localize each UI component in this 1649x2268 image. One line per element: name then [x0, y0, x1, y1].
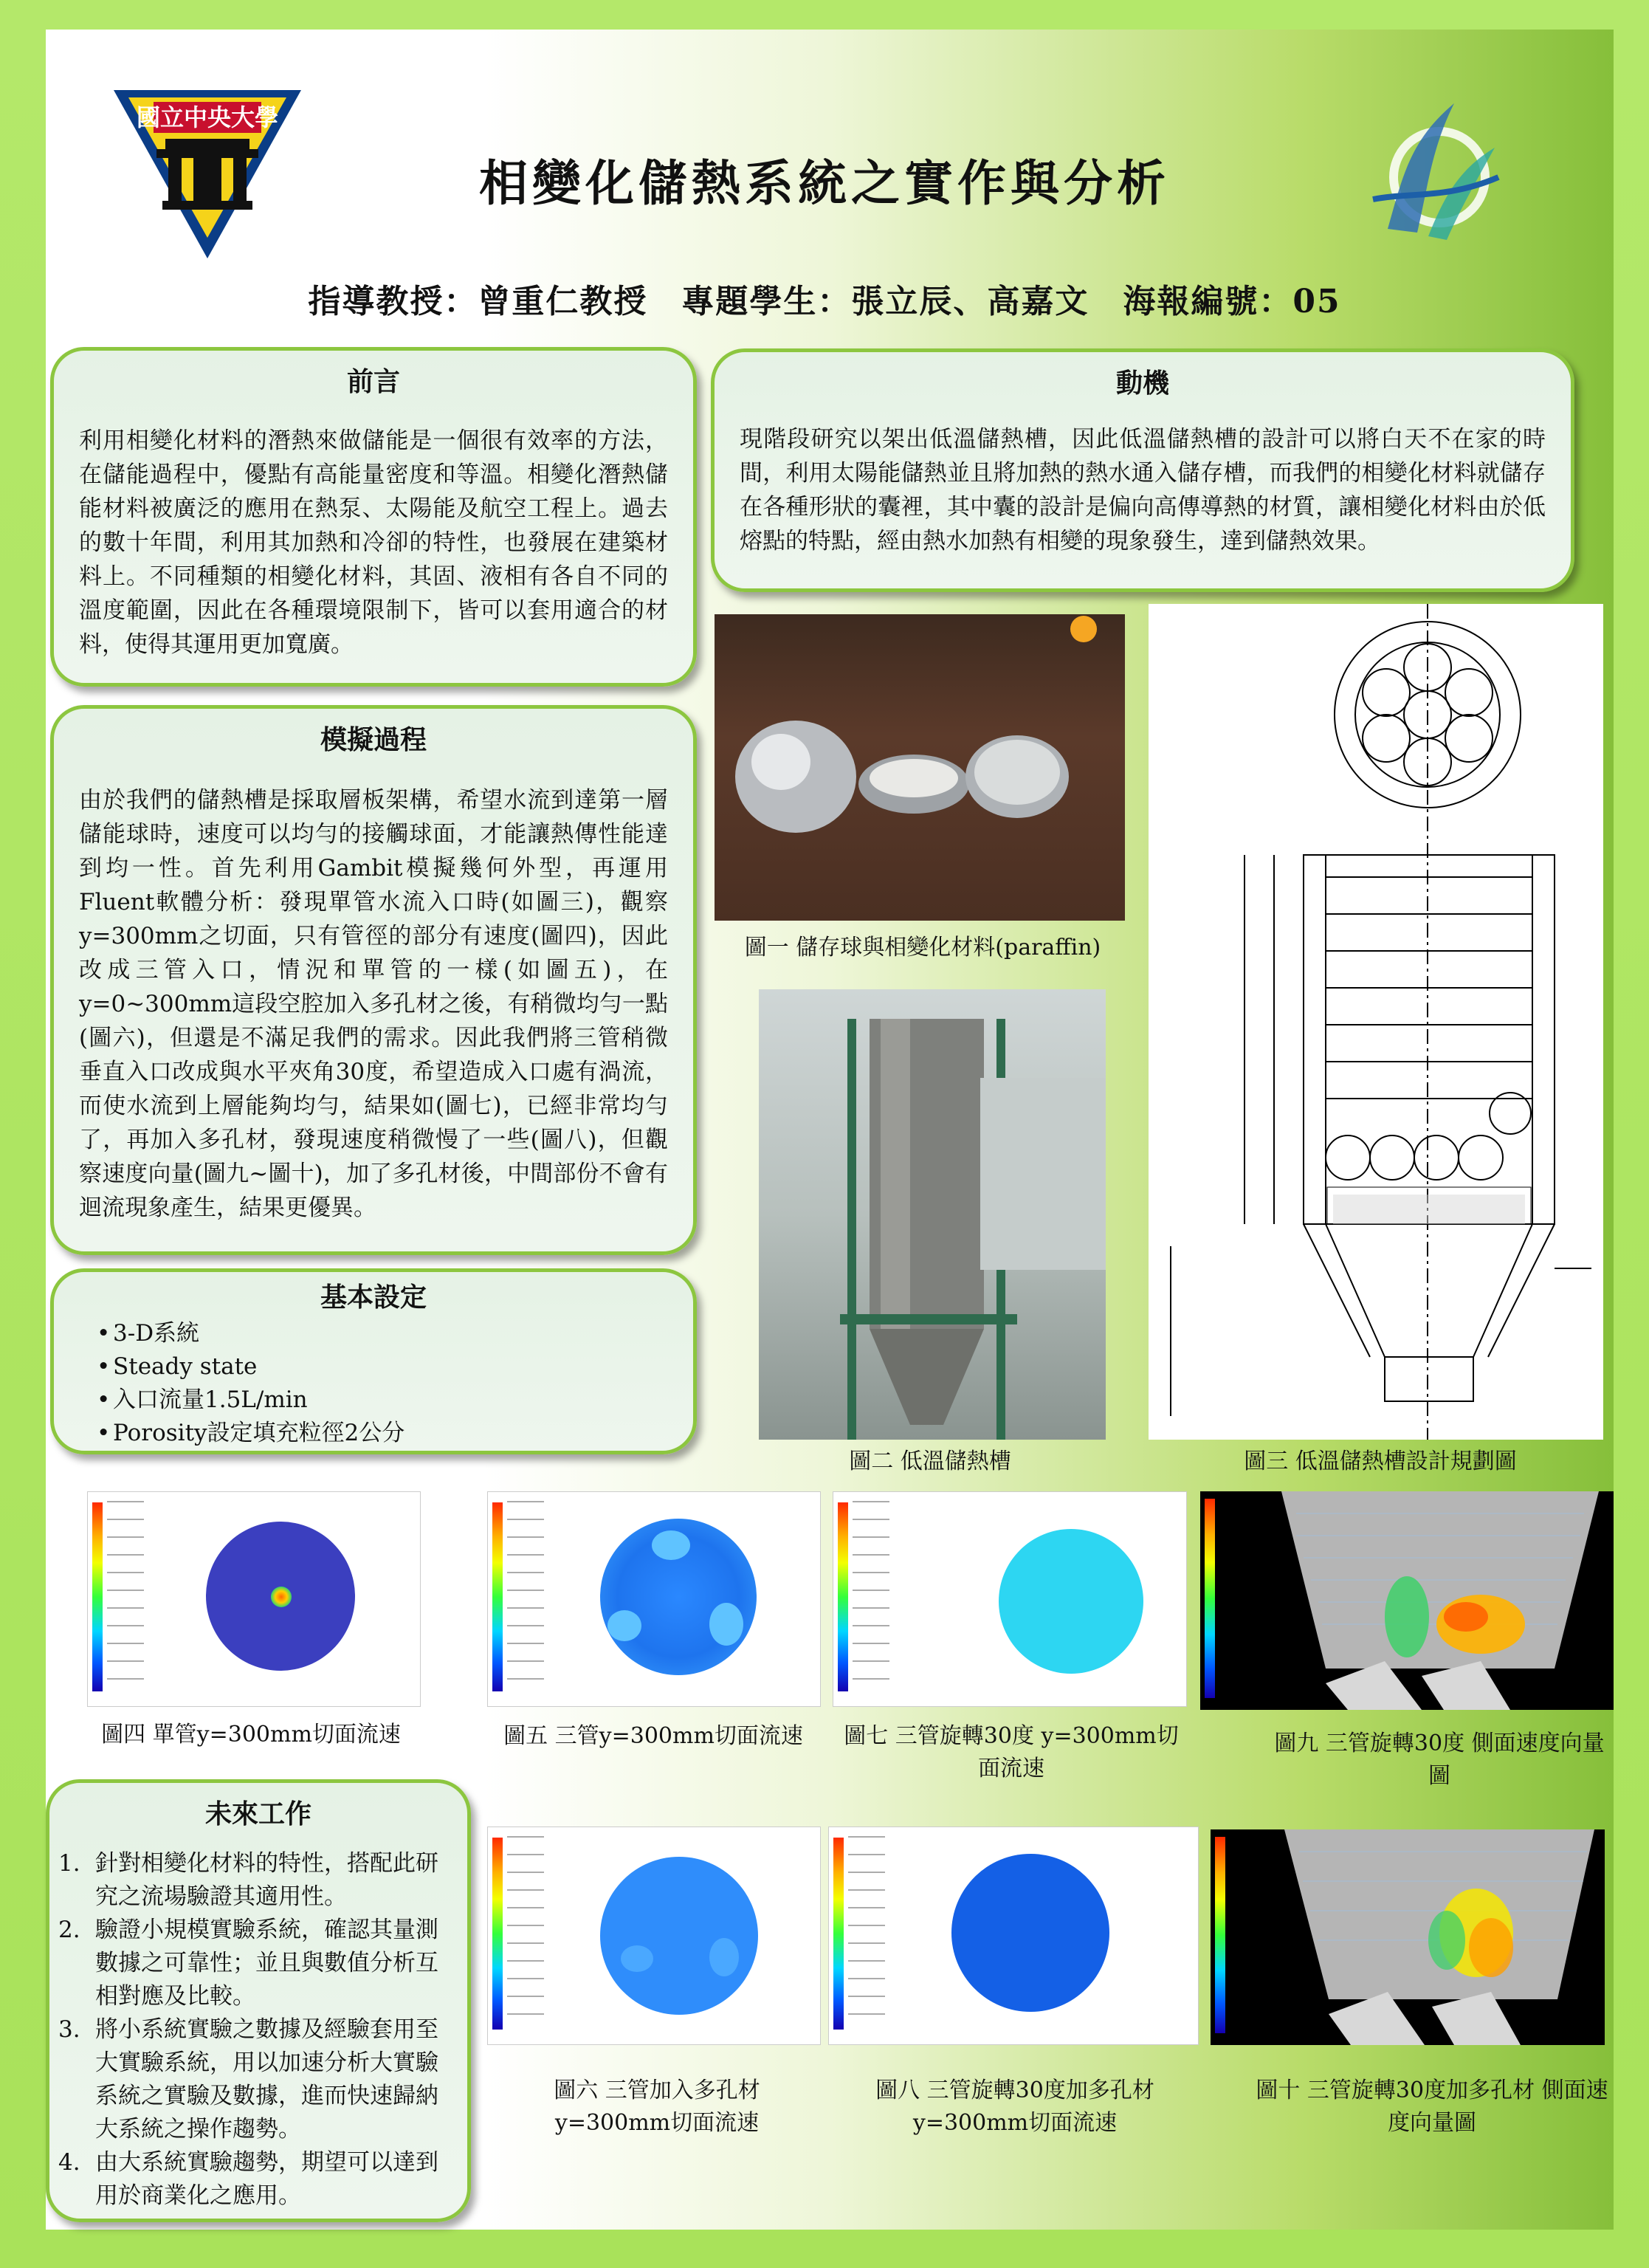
figure-3-caption: 圖三 低溫儲熱槽設計規劃圖 — [1244, 1449, 1517, 1474]
simulation-heading: 模擬過程 — [320, 724, 427, 755]
future-work-item: 將小系統實驗之數據及經驗套用至大實驗系統，用以加速分析大實驗系統之實驗及數據，進而快速歸納大系統之操作趨勢。 — [95, 2016, 438, 2142]
motivation-box — [711, 348, 1574, 592]
color-legend — [92, 1502, 103, 1691]
simulation-text: 由於我們的儲熱槽是採取層板架構，希望水流到達第一層儲能球時，速度可以均勻的接觸球面，才能讓熱傳性能達到均一性。首先利用Gambit模擬幾何外型，再運用Fluent軟體分析：發現單管水流入口時(如圖三)，觀察y=300mm之切面，只有管徑的部分有速度(圖四)，因此改成三管入口，情況和單管的一樣(如圖五)，在y=0~300mm這段空腔加入多孔材之後，有稍微均勻一點(圖六)，但還是不滿足我們的需求。因此我們將三管稍微垂直入口改成與水平夾角30度，希望造成入口處有渦流，而使水流到上層能夠均勻，結果如(圖七)，已經非常均勻了，再加入多孔材，發現速度稍微慢了一些(圖八)，但觀察速度向量(圖九~圖十)，加了多孔材後，中間部份不會有迴流現象產生，結果更優異。 — [79, 787, 668, 1221]
future-work-box — [46, 1779, 471, 2222]
figure-6-plot — [487, 1827, 821, 2045]
figure-2-caption: 圖二 低溫儲熱槽 — [849, 1449, 1011, 1474]
future-work-item: 驗證小規模實驗系統，確認其量測數據之可靠性；並且與數值分析互相對應及比較。 — [95, 1917, 438, 2010]
figure-8-plot — [828, 1827, 1199, 2045]
future-work-item: 由大系統實驗趨勢，期望可以達到用於商業化之應用。 — [95, 2149, 438, 2209]
future-work-item: 針對相變化材料的特性，搭配此研究之流場驗證其適用性。 — [95, 1850, 438, 1910]
motivation-text: 現階段研究以架出低溫儲熱槽，因此低溫儲熱槽的設計可以將白天不在家的時間，利用太陽能儲熱並且將加熱的熱水通入儲存槽，而我們的相變化材料就儲存在各種形狀的囊裡，其中囊的設計是偏向高傳導熱的材質，讓相變化材料由於低熔點的特點，經由熱水加熱有相變的現象發生，達到儲熱效果。 — [740, 426, 1546, 554]
storage-balls-photo — [715, 614, 1125, 921]
color-legend — [492, 1838, 503, 2030]
tank-photo — [759, 989, 1106, 1440]
settings-list — [54, 1317, 693, 1450]
figure-5-caption: 圖五 三管y=300mm切面流速 — [503, 1723, 803, 1749]
motivation-heading: 動機 — [1115, 368, 1169, 399]
figure-4-caption: 圖四 單管y=300mm切面流速 — [101, 1722, 401, 1748]
figure-4-plot — [87, 1491, 421, 1707]
figure-10-caption: 圖十 三管旋轉30度加多孔材 側面速度向量圖 — [1256, 2078, 1608, 2136]
figure-5-plot — [487, 1491, 821, 1707]
settings-item: • Porosity設定填充粒徑2公分 — [54, 1417, 693, 1450]
poster-subtitle: 指導教授：曾重仁教授 專題學生：張立辰、高嘉文 海報編號：05 — [308, 283, 1341, 320]
figure-9-plot — [1200, 1491, 1614, 1710]
figure-7-caption: 圖七 三管旋轉30度 y=300mm切面流速 — [844, 1723, 1179, 1781]
settings-item: • 入口流量1.5L/min — [54, 1384, 693, 1417]
color-legend — [833, 1838, 844, 2030]
figure-6-caption: 圖六 三管加入多孔材 y=300mm切面流速 — [554, 2078, 760, 2136]
color-legend — [492, 1502, 503, 1691]
svg-text:國立中央大學: 國立中央大學 — [136, 103, 279, 131]
poster-title: 相變化儲熱系統之實作與分析 — [479, 154, 1170, 212]
color-legend — [838, 1502, 848, 1691]
preface-heading: 前言 — [346, 366, 400, 397]
figure-7-plot — [833, 1491, 1187, 1707]
simulation-box — [50, 705, 697, 1255]
figure-10-plot — [1211, 1829, 1605, 2045]
future-work-list — [49, 1847, 454, 2213]
tank-design-drawing — [1149, 604, 1603, 1440]
settings-item: • Steady state — [54, 1350, 693, 1384]
settings-box — [50, 1268, 697, 1454]
figure-9-caption: 圖九 三管旋轉30度 側面速度向量圖 — [1274, 1731, 1605, 1789]
future-work-heading: 未來工作 — [204, 1798, 311, 1829]
settings-item: • 3-D系統 — [54, 1317, 693, 1350]
preface-box — [50, 347, 697, 687]
figure-1-caption: 圖一 儲存球與相變化材料(paraffin) — [744, 935, 1101, 961]
figure-8-caption: 圖八 三管旋轉30度加多孔材 y=300mm切面流速 — [875, 2078, 1154, 2136]
settings-heading: 基本設定 — [320, 1282, 427, 1313]
preface-text: 利用相變化材料的潛熱來做儲能是一個很有效率的方法，在儲能過程中，優點有高能量密度和等溫。相變化潛熱儲能材料被廣泛的應用在熱泵、太陽能及航空工程上。過去的數十年間，利用其加熱和冷卻的特性，也發展在建築材料上。不同種類的相變化材料，其固、液相有各自不同的溫度範圍，因此在各種環境限制下，皆可以套用適合的材料，使得其運用更加寬廣。 — [79, 427, 668, 658]
